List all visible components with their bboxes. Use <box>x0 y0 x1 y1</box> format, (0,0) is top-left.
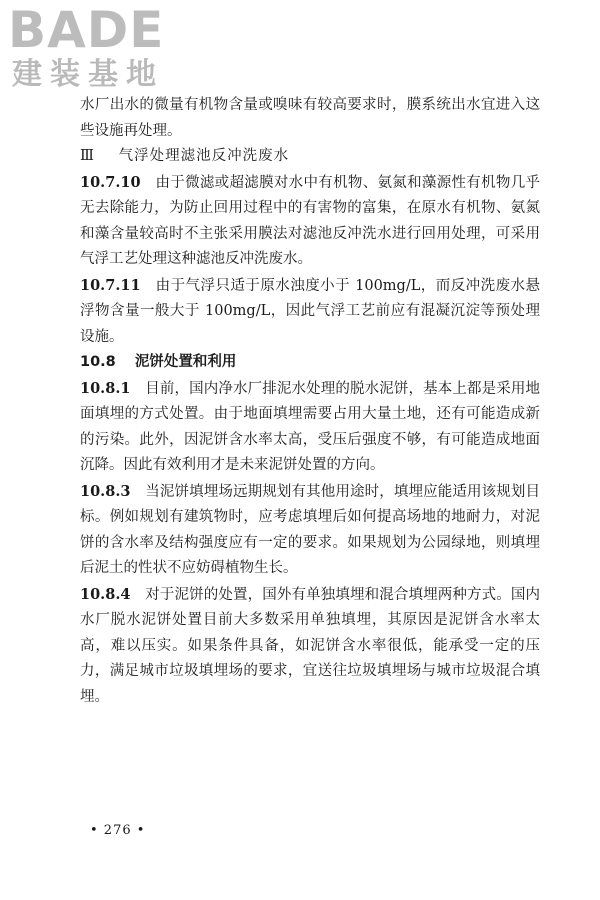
clause-text: 目前，国内净水厂排泥水处理的脱水泥饼，基本上都是采用地面填埋的方式处置。由于地面填埋需要占用大量土地，还有可能造成新的污染。此外，因泥饼含水率太高，受压后强度不够，有可能造成地面沉降。因此有效利用才是未来泥饼处置的方向。 <box>80 380 541 473</box>
watermark-subtitle: 建装基地 <box>12 57 164 92</box>
clause-text: 由于气浮只适于原水浊度小于 100mg/L，而反冲洗废水悬浮物含量一般大于 100mg/L，因此气浮工艺前应有混凝沉淀等预处理设施。 <box>80 277 540 345</box>
page-number: • 276 • <box>90 823 146 838</box>
chapter-heading <box>80 350 540 376</box>
clause-number: 10.7.10 <box>80 173 141 191</box>
chapter-number: 10.8 <box>80 354 116 370</box>
page-body <box>80 93 540 710</box>
clause-paragraph <box>80 170 540 273</box>
clause-text: 由于微滤或超滤膜对水中有机物、氨氮和藻源性有机物几乎无去除能力，为防止回用过程中的有害物的富集，在原水有机物、氨氮和藻含量较高时不主张采用膜法对滤池反冲洗水进行回用处理，可采用气浮工艺处理这种滤池反冲洗废水。 <box>80 174 541 267</box>
clause-number: 10.8.1 <box>80 379 131 397</box>
section-numeral: Ⅲ <box>80 148 95 164</box>
section-title: 气浮处理滤池反冲洗废水 <box>118 148 290 164</box>
clause-number: 10.8.4 <box>80 585 131 603</box>
clause-paragraph <box>80 376 540 479</box>
clause-text: 对于泥饼的处置，国外有单独填埋和混合填埋两种方式。国内水厂脱水泥饼处置目前大多数采用单独填埋，其原因是泥饼含水率太高，难以压实。如果条件具备，如泥饼含水率很低，能承受一定的压力，满足城市垃圾填埋场的要求，宜送往垃圾填埋场与城市垃圾混合填埋。 <box>80 586 541 705</box>
clause-text: 当泥饼填埋场远期规划有其他用途时，填埋应能适用该规划目标。例如规划有建筑物时，应考虑填埋后如何提高场地的地耐力，对泥饼的含水率及结构强度应有一定的要求。如果规划为公园绿地，则填埋后泥土的性状不应妨碍植物生长。 <box>80 483 541 576</box>
clause-paragraph <box>80 479 540 582</box>
watermark-brand: BADE <box>8 1 165 59</box>
clause-paragraph <box>80 273 540 351</box>
clause-number: 10.7.11 <box>80 276 141 294</box>
chapter-title: 泥饼处置和利用 <box>134 354 237 370</box>
watermark-logo <box>8 1 178 96</box>
intro-paragraph: 水厂出水的微量有机物含量或嗅味有较高要求时，膜系统出水宜进入这些设施再处理。 <box>80 97 540 139</box>
section-heading <box>80 144 540 170</box>
clause-number: 10.8.3 <box>80 482 131 500</box>
clause-paragraph <box>80 582 540 711</box>
